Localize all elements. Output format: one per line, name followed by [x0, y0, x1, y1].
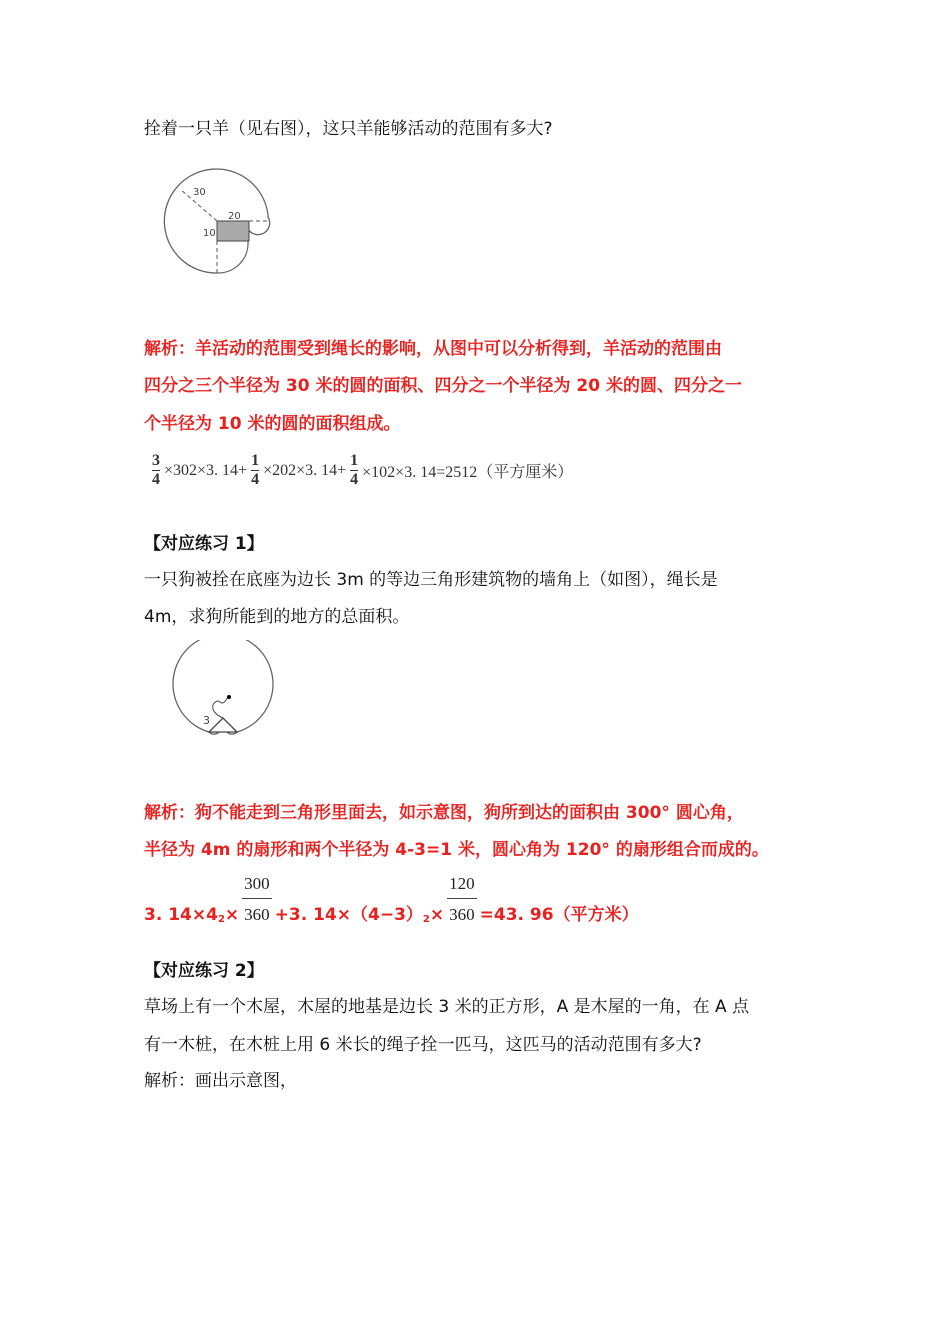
label-20: 20: [228, 211, 241, 222]
analysis-line: 解析：狗不能走到三角形里面去，如示意图，狗所到达的面积由 300° 圆心角，: [144, 803, 744, 823]
formula-1: $\frac{3}{4}$ ×302×3. 14+ $\frac{1}{4}$ ×202×3. 14+ $\frac{1}{4}$ ×102×3. 14=2512（平方厘米）: [152, 452, 574, 488]
exercise-text: 解析：画出示意图，: [144, 1071, 297, 1091]
label-10: 10: [203, 228, 216, 239]
analysis-line: 解析：羊活动的范围受到绳长的影响，从图中可以分析得到，羊活动的范围由: [144, 339, 722, 359]
label-30: 30: [193, 187, 206, 198]
dog-range-figure: [165, 640, 280, 750]
exercise-2-title: 【对应练习 2】: [144, 961, 264, 981]
analysis-line: 四分之三个半径为 30 米的圆的面积、四分之一个半径为 20 米的圆、四分之一: [144, 376, 742, 396]
exercise-text: 一只狗被拴在底座为边长 3m 的等边三角形建筑物的墙角上（如图），绳长是: [144, 570, 718, 590]
fraction: $\frac{120}{360}$: [449, 874, 475, 924]
analysis-line: 半径为 4m 的扇形和两个半径为 4-3=1 米，圆心角为 120° 的扇形组合而成的。: [144, 840, 769, 860]
label-3: 3: [203, 714, 210, 727]
fraction: $\frac{1}{4}$: [350, 452, 359, 488]
analysis-line: 个半径为 10 米的圆的面积组成。: [144, 414, 401, 434]
fraction: $\frac{1}{4}$: [251, 452, 260, 488]
exercise-text: 有一木桩，在木桩上用 6 米长的绳子拴一匹马，这匹马的活动范围有多大?: [144, 1035, 702, 1055]
formula-2: 3. 14×4 $_2$ × $\frac{300}{360}$ +3. 14×（4−3） $_2$ × $\frac{120}{360}$ =43. 96（平方米）: [144, 874, 639, 925]
sheep-range-figure: [160, 165, 275, 280]
problem-text: 拴着一只羊（见右图），这只羊能够活动的范围有多大?: [144, 119, 553, 139]
fraction: $\frac{3}{4}$: [152, 452, 160, 488]
fraction: $\frac{300}{360}$: [244, 874, 270, 924]
exercise-1-title: 【对应练习 1】: [144, 534, 264, 554]
exercise-text: 4m，求狗所能到的地方的总面积。: [144, 607, 410, 627]
exercise-text: 草场上有一个木屋，木屋的地基是边长 3 米的正方形，A 是木屋的一角，在 A 点: [144, 997, 750, 1017]
